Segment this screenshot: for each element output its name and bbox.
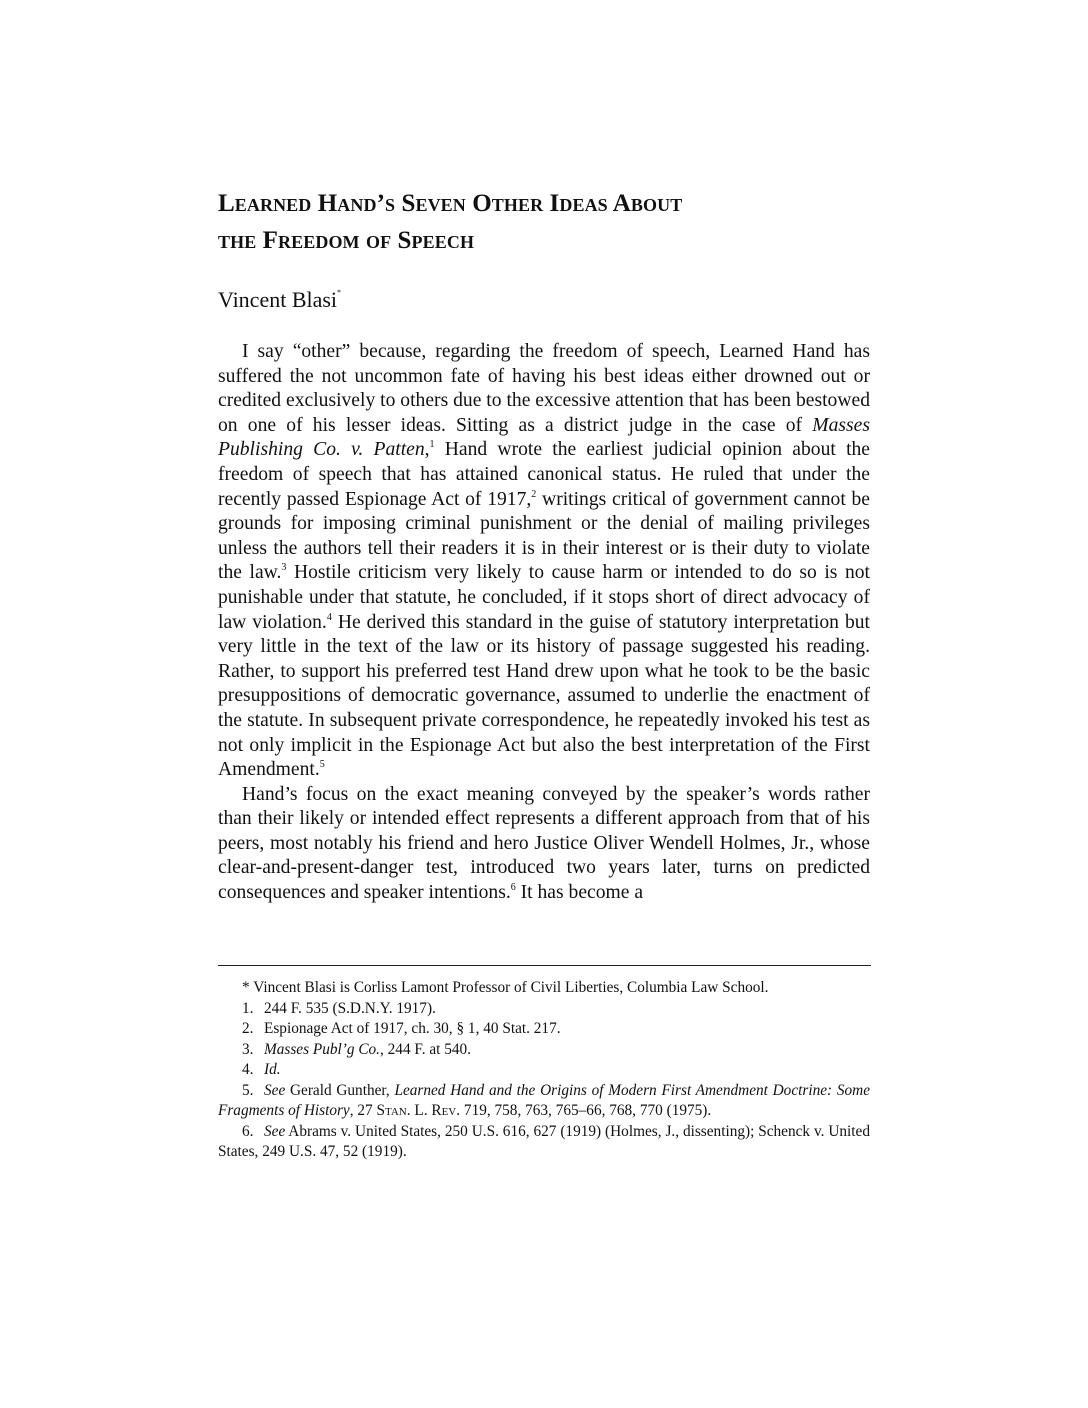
p1-text-c: Hand wrote the earliest judicial opinion about the freedom of speech that has attained canonical status. He ruled that under the recently passed Espionage Act of 1917, [218,439,871,510]
title-line-2: the Freedom of Speech [218,227,475,254]
footnote-star [218,978,870,999]
case-name: Masses Publishing Co. v. Patten [218,414,870,461]
footnote-text: Abrams v. United States, 250 U.S. 616, 627 (1919) (Holmes, J., dissenting); Schenck v. United States, 249 U.S. 47, 52 (1919). [218,1122,870,1160]
footnote-6 [218,1122,870,1163]
p1-text-b: , [424,439,430,461]
author-line [218,279,870,314]
paragraph-1 [218,340,870,783]
article-content [218,185,870,906]
footnote-ref-2: 2 [531,488,537,500]
footnote-ref-3: 3 [281,562,287,574]
footnote-number: 3. [242,1040,254,1058]
footnote-text-c: 719, 758, 763, 765–66, 768, 770 (1975). [460,1102,712,1119]
footnote-3 [218,1040,870,1061]
footnote-number: 5. [242,1081,254,1099]
article-title [218,185,870,259]
footnote-ref-6: 6 [510,882,516,894]
footnote-signal: See [264,1081,286,1099]
footnote-article-title: Learned Hand and the Origins of Modern First Amendment Doctrine: Some Fragments of History [218,1081,870,1119]
title-line-1: Learned Hand’s Seven Other Ideas About [218,190,683,217]
author-name: Vincent Blasi [218,287,338,312]
footnote-number: 4. [242,1061,254,1078]
footnote-journal: Stan. L. Rev. [376,1102,461,1119]
article-body [218,340,870,906]
p1-text-f: He derived this standard in the guise of statutory interpretation but very little in the text of the law or its history of passage suggested his reading. Rather, to support his preferred test Hand drew upon what he took to be the basic presuppositions of democratic governance, assumed to underlie the enactment of the statute. In subsequent private correspondence, he repeatedly invoked his test as not only implicit in the Espionage Act but also the best interpretation of the First Amendment. [218,611,870,781]
footnote-ref-1: 1 [429,439,435,451]
author-footnote-mark: * [337,288,342,297]
footnote-text-a: Gerald Gunther, [285,1081,395,1099]
p1-text-d: writings critical of government cannot be grounds for imposing criminal punishment or the denial of mailing privileges unless the authors tell their readers it is in their interest or is their duty to violate the law. [218,488,871,584]
p1-text-e: Hostile criticism very likely to cause harm or intended to do so is not punishable under that statute, he concluded, if it stops short of direct advocacy of law violation. [218,562,870,633]
footnote-number: 6. [242,1122,254,1140]
p1-text-a: I say “other” because, regarding the freedom of speech, Learned Hand has suffered the not uncommon fate of having his best ideas either drowned out or credited exclusively to others due to the excessive attention that has been bestowed on one of his lesser ideas. Sitting as a district judge in the case of [218,341,870,436]
footnote-2 [218,1019,870,1040]
footnote-text: Espionage Act of 1917, ch. 30, § 1, 40 Stat. 217. [264,1020,561,1037]
footnote-star-text: * Vincent Blasi is Corliss Lamont Professor of Civil Liberties, Columbia Law School. [242,979,769,996]
footnote-number: 2. [242,1020,254,1037]
footnote-ref-4: 4 [326,611,332,623]
footnote-number: 1. [242,999,254,1017]
footnote-4 [218,1060,870,1081]
footnote-text: , 244 F. at 540. [380,1040,471,1058]
footnote-1 [218,999,870,1020]
footnote-5 [218,1081,870,1122]
footnote-text: Id. [264,1061,281,1078]
footnote-text: 244 F. 535 (S.D.N.Y. 1917). [264,999,436,1017]
footnote-case: Masses Publ’g Co. [264,1040,380,1058]
paragraph-2 [218,783,870,906]
footnotes [218,978,870,1163]
footnote-ref-5: 5 [319,759,325,771]
p2-text-a: Hand’s focus on the exact meaning conveyed by the speaker’s words rather than their likely or intended effect represents a different approach from that of his peers, most notably his friend and hero Justice Oliver Wendell Holmes, Jr., whose clear-and-present-danger test, introduced two years later, turns on predicted consequences and speaker intentions. [218,783,870,904]
footnote-text-b: , 27 [349,1102,377,1119]
footnote-divider [218,965,871,966]
footnote-signal: See [264,1122,286,1140]
p2-text-b: It has become a [515,882,644,904]
